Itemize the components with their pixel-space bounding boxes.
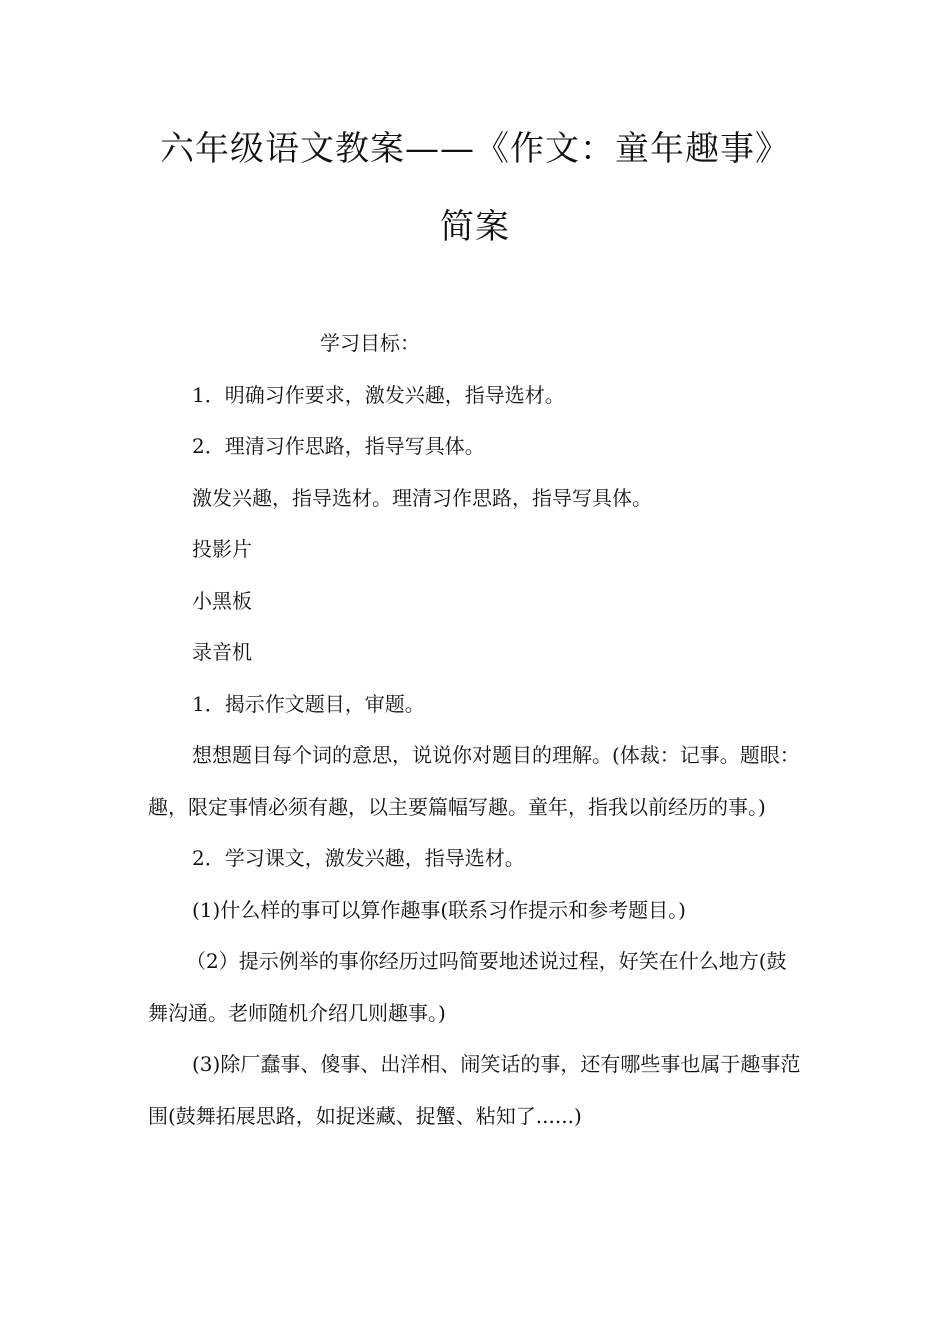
paragraph: (1)什么样的事可以算作趣事(联系习作提示和参考题目。) xyxy=(192,897,686,922)
paragraph: 2．学习课文，激发兴趣，指导选材。 xyxy=(192,846,525,870)
paragraph: 2．理清习作思路，指导写具体。 xyxy=(192,434,485,458)
paragraph: 小黑板 xyxy=(192,588,252,613)
paragraph: 投影片 xyxy=(192,537,252,561)
paragraph: 1．揭示作文题目，审题。 xyxy=(192,691,425,716)
objectives-label: 学习目标： xyxy=(320,331,420,355)
paragraph: 录音机 xyxy=(192,640,252,664)
document-body xyxy=(148,318,802,1142)
paragraph: （2）提示例举的事你经历过吗简要地述说过程，好笑在什么地方(鼓舞沟通。老师随机介绍几则趣事。) xyxy=(148,949,787,1025)
document-title: 六年级语文教案——《作文：童年趣事》简案 xyxy=(160,129,790,247)
paragraph: 激发兴趣，指导选材。理清习作思路，指导写具体。 xyxy=(192,485,652,510)
paragraph: (3)除厂蠢事、傻事、出洋相、闹笑话的事，还有哪些事也属于趣事范围(鼓舞拓展思路，如捉迷藏、捉蟹、粘知了......) xyxy=(148,1052,801,1128)
paragraph: 想想题目每个词的意思，说说你对题目的理解。(体裁：记事。题眼：趣，限定事情必须有趣，以主要篇幅写趣。童年，指我以前经历的事。) xyxy=(148,743,800,819)
paragraph: 1．明确习作要求，激发兴趣，指导选材。 xyxy=(192,382,565,407)
